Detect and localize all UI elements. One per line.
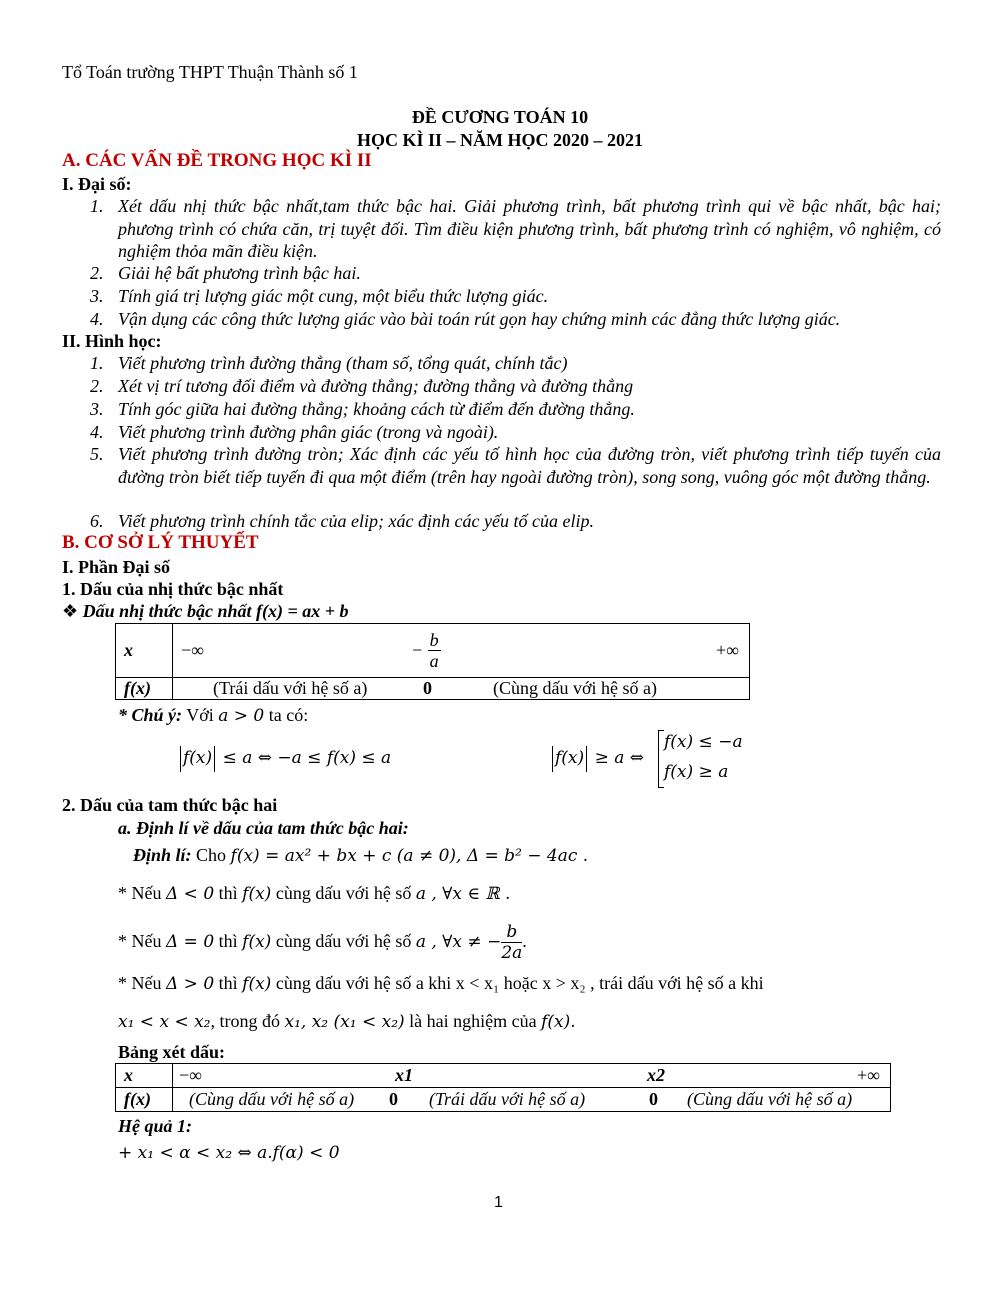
table-cell-x: x	[116, 1064, 173, 1088]
corollary-formula: + x₁ < α < x₂ ⇔ a.f(α) < 0	[118, 1143, 340, 1163]
sub-heading-1b	[62, 600, 348, 622]
table-cell-fx-values	[173, 678, 750, 700]
case-fx-end: f(x).	[541, 1012, 576, 1032]
pos-inf: +∞	[857, 1065, 880, 1085]
case-tail: a , ∀x ≠ −	[415, 932, 502, 952]
abs-inequality-2	[550, 745, 644, 772]
case-1: f(x) ≤ −a	[664, 732, 743, 752]
sign-zero-1: 0	[389, 1089, 398, 1109]
page-number: 1	[494, 1194, 503, 1211]
case-fx: f(x)	[242, 884, 272, 904]
abs-content: f(x)	[183, 748, 213, 768]
case-delta-zero: * Nếu Δ = 0 thì f(x) cùng dấu với hệ số a , ∀x ≠ − $\frac{b}{2a}$ .	[118, 922, 527, 964]
case-la-hai-nghiem: là hai nghiệm của	[409, 1011, 537, 1031]
fraction	[428, 630, 441, 671]
abs-content: f(x)	[555, 748, 585, 768]
sign-table-heading: Bảng xét dấu:	[118, 1042, 226, 1062]
abs-rhs: ≥ a ⇔	[594, 748, 644, 768]
list-item: Tính góc giữa hai đường thẳng; khoảng cách từ điểm đến đường thẳng.	[118, 399, 635, 419]
sign-c2: (Trái dấu với hệ số a)	[429, 1089, 586, 1109]
case-neu: * Nếu	[118, 931, 162, 951]
page-header: Tổ Toán trường THPT Thuận Thành số 1	[62, 62, 358, 82]
sign-c3: (Cùng dấu với hệ số a)	[687, 1089, 853, 1109]
list-item: Giải hệ bất phương trình bậc hai.	[118, 263, 361, 283]
case-delta-negative	[118, 882, 510, 905]
root-fraction	[411, 630, 441, 671]
case-condition: Δ = 0	[166, 932, 215, 952]
note-tail: ta có:	[268, 705, 309, 725]
list-item: Viết phương trình đường tròn; Xác định các yếu tố hình học của đường tròn, viết phương trình tiếp tuyến của đường tròn biết tiếp tuyến đi qua một điểm (trên hay ngoài đường tròn), song song, vuông góc một đường thẳng.	[118, 444, 941, 487]
note-text: Với	[186, 705, 214, 725]
abs-bar	[214, 746, 215, 772]
table-cell-fx: f(x)	[116, 678, 173, 700]
abs-rhs: ≤ a ⇔ −a ≤ f(x) ≤ a	[222, 748, 392, 768]
doc-title: ĐỀ CƯƠNG TOÁN 10	[411, 107, 589, 127]
case-neu: * Nếu	[118, 973, 162, 993]
case-line1: cùng dấu với hệ số a khi x < x₁ hoặc x > x₂ , trái dấu với hệ số a khi	[275, 973, 764, 993]
list-number: 6.	[90, 511, 104, 531]
list-number: 4.	[90, 309, 104, 329]
note-condition: a > 0	[218, 706, 265, 726]
diamond-icon: ❖	[62, 601, 79, 621]
minus-sign: −	[411, 640, 424, 660]
case-fx: f(x)	[242, 932, 272, 952]
case-thi: thì	[218, 973, 238, 993]
list-number: 3.	[90, 286, 104, 306]
theorem-formula: f(x) = ax² + bx + c (a ≠ 0), Δ = b² − 4ac .	[230, 846, 589, 866]
list-item: Viết phương trình chính tắc của elip; xác định các yếu tố của elip.	[118, 511, 594, 531]
fraction	[501, 922, 522, 963]
list-number: 3.	[90, 399, 104, 419]
list-number: 2.	[90, 376, 104, 396]
theorem-heading: a. Định lí về dấu của tam thức bậc hai:	[118, 818, 409, 838]
sign-left: (Trái dấu với hệ số a)	[213, 678, 368, 698]
neg-inf: −∞	[181, 640, 204, 660]
list-number: 2.	[90, 263, 104, 283]
table-cell-x-values	[173, 624, 750, 678]
pos-inf: +∞	[716, 640, 739, 660]
doc-subtitle: HỌC KÌ II – NĂM HỌC 2020 – 2021	[356, 130, 643, 150]
fraction-denominator: a	[429, 651, 439, 671]
case-neu: * Nếu	[118, 883, 162, 903]
note-label: * Chú ý:	[118, 705, 183, 725]
sign-zero: 0	[423, 678, 432, 698]
case-cung-dau: cùng dấu với hệ số	[275, 931, 412, 951]
list-number: 1.	[90, 353, 104, 373]
case-trong-do: , trong đó	[210, 1011, 280, 1031]
sub-heading-1b-text: Dấu nhị thức bậc nhất f(x) = ax + b	[82, 601, 349, 621]
sign-table-quadratic	[115, 1063, 891, 1112]
case-tail: a , ∀x ∈ ℝ .	[415, 884, 511, 904]
theorem-label: Định lí:	[133, 845, 192, 865]
list-item: Tính giá trị lượng giác một cung, một biểu thức lượng giác.	[118, 286, 549, 306]
abs-bar	[552, 746, 553, 772]
root-x1: x1	[395, 1065, 413, 1085]
case-delta-positive-2	[118, 1010, 576, 1033]
case-2: f(x) ≥ a	[664, 762, 729, 782]
root-x2: x2	[647, 1065, 665, 1085]
list-item: Viết phương trình đường phân giác (trong và ngoài).	[118, 422, 499, 442]
phan-dai-so-heading: I. Phần Đại số	[62, 557, 171, 577]
section-b-heading: B. CƠ SỞ LÝ THUYẾT	[62, 532, 259, 553]
list-item: Xét vị trí tương đối điểm và đường thẳng; đường thẳng và đường thẳng	[118, 376, 634, 396]
sign-zero-2: 0	[649, 1089, 658, 1109]
abs-bar	[180, 746, 181, 772]
theorem-cho: Cho	[196, 845, 227, 865]
table-cell-fx: f(x)	[116, 1088, 173, 1112]
fraction-numerator: b	[501, 922, 522, 943]
table-cell-x-values	[173, 1064, 891, 1088]
sub-heading-2: 2. Dấu của tam thức bậc hai	[62, 795, 278, 815]
abs-bar	[586, 746, 587, 772]
case-thi: thì	[218, 931, 238, 951]
sign-c1: (Cùng dấu với hệ số a)	[189, 1089, 355, 1109]
list-item: Vận dụng các công thức lượng giác vào bài toán rút gọn hay chứng minh các đẳng thức lượng giác.	[118, 309, 841, 329]
sub-heading-1: 1. Dấu của nhị thức bậc nhất	[62, 579, 284, 599]
case-condition: Δ < 0	[166, 884, 215, 904]
fraction-numerator: b	[429, 630, 439, 650]
list-number: 1.	[90, 196, 104, 216]
list-item: Viết phương trình đường thẳng (tham số, tổng quát, chính tắc)	[118, 353, 568, 373]
hinh-hoc-heading: II. Hình học:	[62, 331, 162, 351]
case-cung-dau: cùng dấu với hệ số	[275, 883, 412, 903]
case-fx: f(x)	[242, 974, 272, 994]
note-line	[118, 704, 308, 727]
corollary-heading: Hệ quả 1:	[118, 1116, 192, 1136]
case-thi: thì	[218, 883, 238, 903]
fraction-denominator: 2a	[501, 943, 523, 964]
case-roots: x₁, x₂ (x₁ < x₂)	[284, 1012, 405, 1032]
sign-right: (Cùng dấu với hệ số a)	[493, 678, 657, 698]
list-number: 5.	[90, 444, 104, 464]
section-a-heading: A. CÁC VẤN ĐỀ TRONG HỌC KÌ II	[62, 150, 372, 171]
case-interval: x₁ < x < x₂	[118, 1012, 211, 1032]
list-number: 4.	[90, 422, 104, 442]
list-item: Xét dấu nhị thức bậc nhất,tam thức bậc hai. Giải phương trình, bất phương trình qui về bậc nhất, bậc hai; phương trình có chứa căn, trị tuyệt đối. Tìm điều kiện phương trình, bất phương trình có nghiệm, vô nghiệm, có nghiệm thỏa mãn điều kiện.	[118, 196, 941, 261]
case-delta-positive	[118, 972, 941, 996]
table-cell-x: x	[116, 624, 173, 678]
sign-table-linear	[115, 623, 750, 700]
neg-inf: −∞	[179, 1065, 202, 1085]
case-condition: Δ > 0	[166, 974, 215, 994]
table-cell-fx-values	[173, 1088, 891, 1112]
theorem-line	[133, 844, 588, 867]
abs-inequality-1	[178, 745, 391, 772]
dai-so-heading: I. Đại số:	[62, 174, 132, 194]
